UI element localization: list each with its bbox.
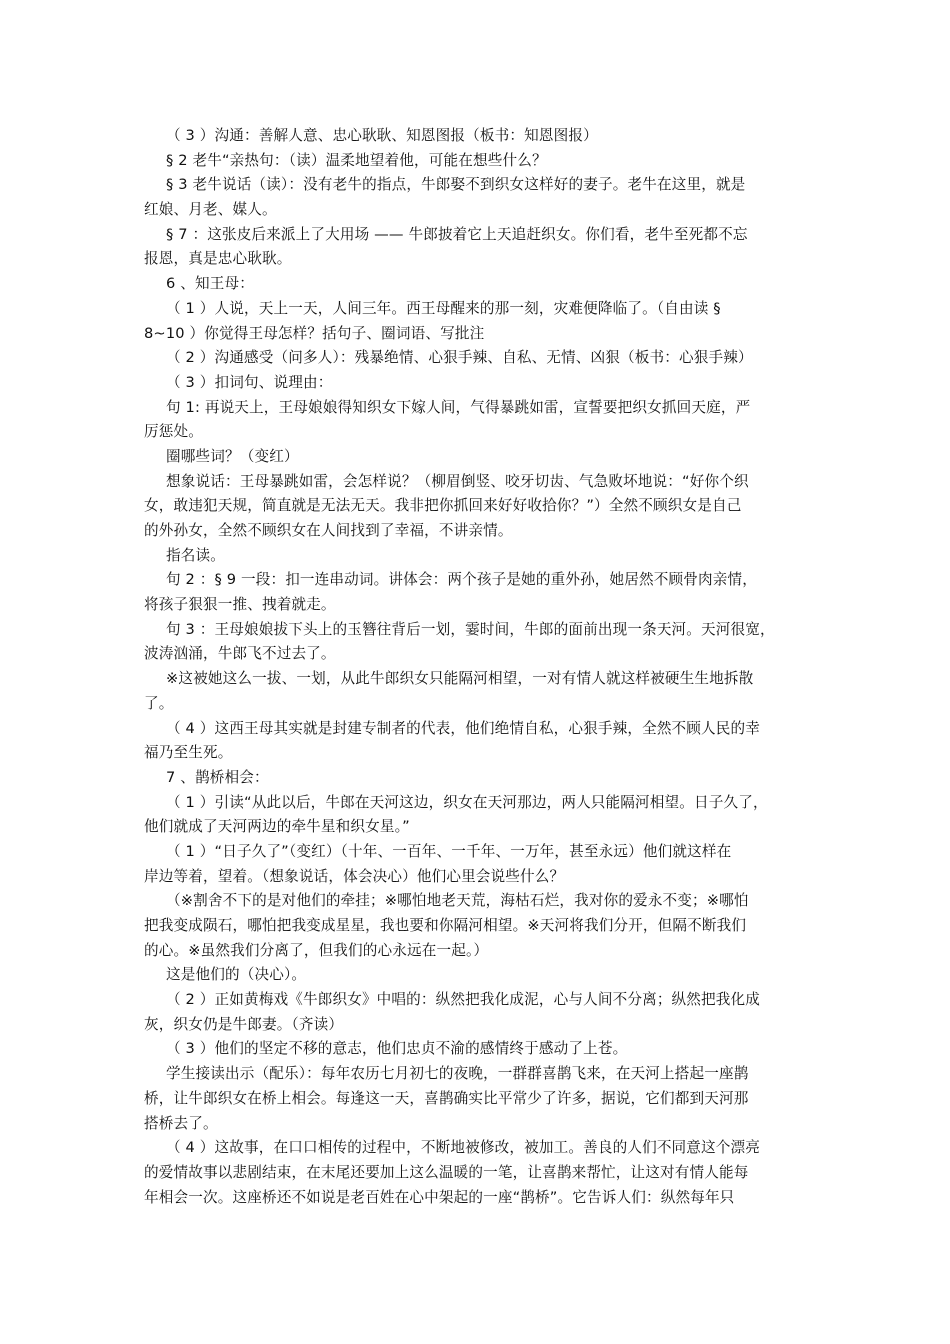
text-line: 他们就成了天河两边的牵牛星和织女星。”	[144, 818, 410, 836]
text-line: 指名读。	[166, 546, 225, 564]
text-line: 句 2 ：§ 9 一段：扣一连串动词。讲体会：两个孩子是她的重外孙，她居然不顾骨肉亲情，	[166, 571, 757, 589]
text-line: 这是他们的（决心）。	[166, 966, 307, 984]
text-line: 厉惩处。	[144, 423, 203, 441]
text-line: 6 、知王母：	[166, 275, 254, 293]
text-line: 波涛汹涌，牛郎飞不过去了。	[144, 645, 336, 663]
text-line: 8~10 ）你觉得王母怎样？括句子、圈词语、写批注	[144, 324, 485, 342]
document-body	[144, 124, 812, 1210]
text-line: § 3 老牛说话（读）：没有老牛的指点，牛郎娶不到织女这样好的妻子。老牛在这里，就是	[166, 176, 746, 194]
text-line: 了。	[144, 694, 174, 712]
text-line: 桥，让牛郎织女在桥上相会。每逢这一天，喜鹊确实比平常少了许多，据说，它们都到天河那	[144, 1089, 749, 1107]
text-line: 报恩，真是忠心耿耿。	[144, 250, 292, 268]
text-line: 句 1: 再说天上，王母娘娘得知织女下嫁人间，气得暴跳如雷，宣誓要把织女抓回天庭，严	[166, 398, 751, 416]
text-line: § 7 ：这张皮后来派上了大用场 —— 牛郎披着它上天追赶织女。你们看，老牛至死都不忘	[166, 225, 748, 243]
text-line: 年相会一次。这座桥还不如说是老百姓在心中架起的一座“鹊桥”。它告诉人们：纵然每年只	[144, 1188, 735, 1206]
text-line: 搭桥去了。	[144, 1114, 218, 1132]
text-line: （ 3 ）沟通：善解人意、忠心耿耿、知恩图报（板书：知恩图报）	[166, 127, 598, 144]
text-line: 将孩子狠狠一推、拽着就走。	[144, 596, 336, 614]
text-line: 把我变成陨石，哪怕把我变成星星，我也要和你隔河相望。※天河将我们分开，但隔不断我们	[144, 917, 747, 934]
text-line: （ 3 ）他们的坚定不移的意志，他们忠贞不渝的感情终于感动了上苍。	[166, 1040, 628, 1058]
text-line: 的外孙女，全然不顾织女在人间找到了幸福，不讲亲情。	[144, 522, 513, 539]
text-line: 的心。※虽然我们分离了，但我们的心永远在一起。）	[144, 941, 489, 959]
text-line: § 2 老牛“亲热句：（读）温柔地望着他，可能在想些什么？	[166, 151, 547, 169]
text-line: ※这被她这么一拔、一划，从此牛郎织女只能隔河相望，一对有情人就这样被硬生生地拆散	[166, 670, 754, 688]
text-line: 句 3 ：王母娘娘拔下头上的玉簪往背后一划，霎时间，牛郎的面前出现一条天河。天河很宽，	[166, 620, 775, 638]
text-line: （ 4 ）这故事，在口口相传的过程中，不断地被修改，被加工。善良的人们不同意这个漂亮	[166, 1139, 761, 1157]
text-line: 女，敢违犯天规，简直就是无法无天。我非把你抓回来好好收拾你？”）全然不顾织女是自己	[144, 497, 742, 515]
text-line: （ 2 ）沟通感受（问多人）：残暴绝情、心狠手辣、自私、无情、凶狠（板书：心狠手辣）	[166, 349, 753, 367]
text-line: 福乃至生死。	[144, 744, 233, 762]
text-line: 学生接读出示（配乐）：每年农历七月初七的夜晚，一群群喜鹊飞来，在天河上搭起一座鹊	[166, 1065, 749, 1083]
text-line: 圈哪些词？（变红）	[166, 447, 299, 465]
text-line: （ 1 ）人说，天上一天，人间三年。西王母醒来的那一刻，灾难便降临了。（自由读 §	[166, 299, 721, 317]
text-line: （ 4 ）这西王母其实就是封建专制者的代表，他们绝情自私，心狠手辣，全然不顾人民的幸	[166, 719, 761, 737]
text-line: （ 1 ）“日子久了”（变红）（十年、一百年、一千年、一万年，甚至永远）他们就这样在	[166, 842, 732, 860]
text-line: 7 、鹊桥相会：	[166, 768, 269, 786]
text-line: 想象说话：王母暴跳如雷，会怎样说？（柳眉倒竖、咬牙切齿、气急败坏地说：“好你个织	[166, 472, 749, 490]
text-line: 灰，织女仍是牛郎妻。（齐读）	[144, 1015, 344, 1033]
text-line: 红娘、月老、媒人。	[144, 201, 277, 219]
text-line: （ 3 ）扣词句、说理由：	[166, 373, 333, 391]
text-line: （※割舍不下的是对他们的牵挂；※哪怕地老天荒，海枯石烂，我对你的爱永不变；※哪怕	[166, 892, 749, 910]
text-line: （ 1 ）引读“从此以后，牛郎在天河这边，织女在天河那边，两人只能隔河相望。日子久了，	[166, 793, 768, 811]
text-line: （ 2 ）正如黄梅戏《牛郎织女》中唱的：纵然把我化成泥，心与人间不分离；纵然把我化成	[166, 991, 761, 1009]
text-line: 岸边等着，望着。（想象说话，体会决心）他们心里会说些什么？	[144, 867, 565, 885]
text-line: 的爱情故事以悲剧结束，在末尾还要加上这么温暖的一笔，让喜鹊来帮忙，让这对有情人能每	[144, 1163, 749, 1181]
